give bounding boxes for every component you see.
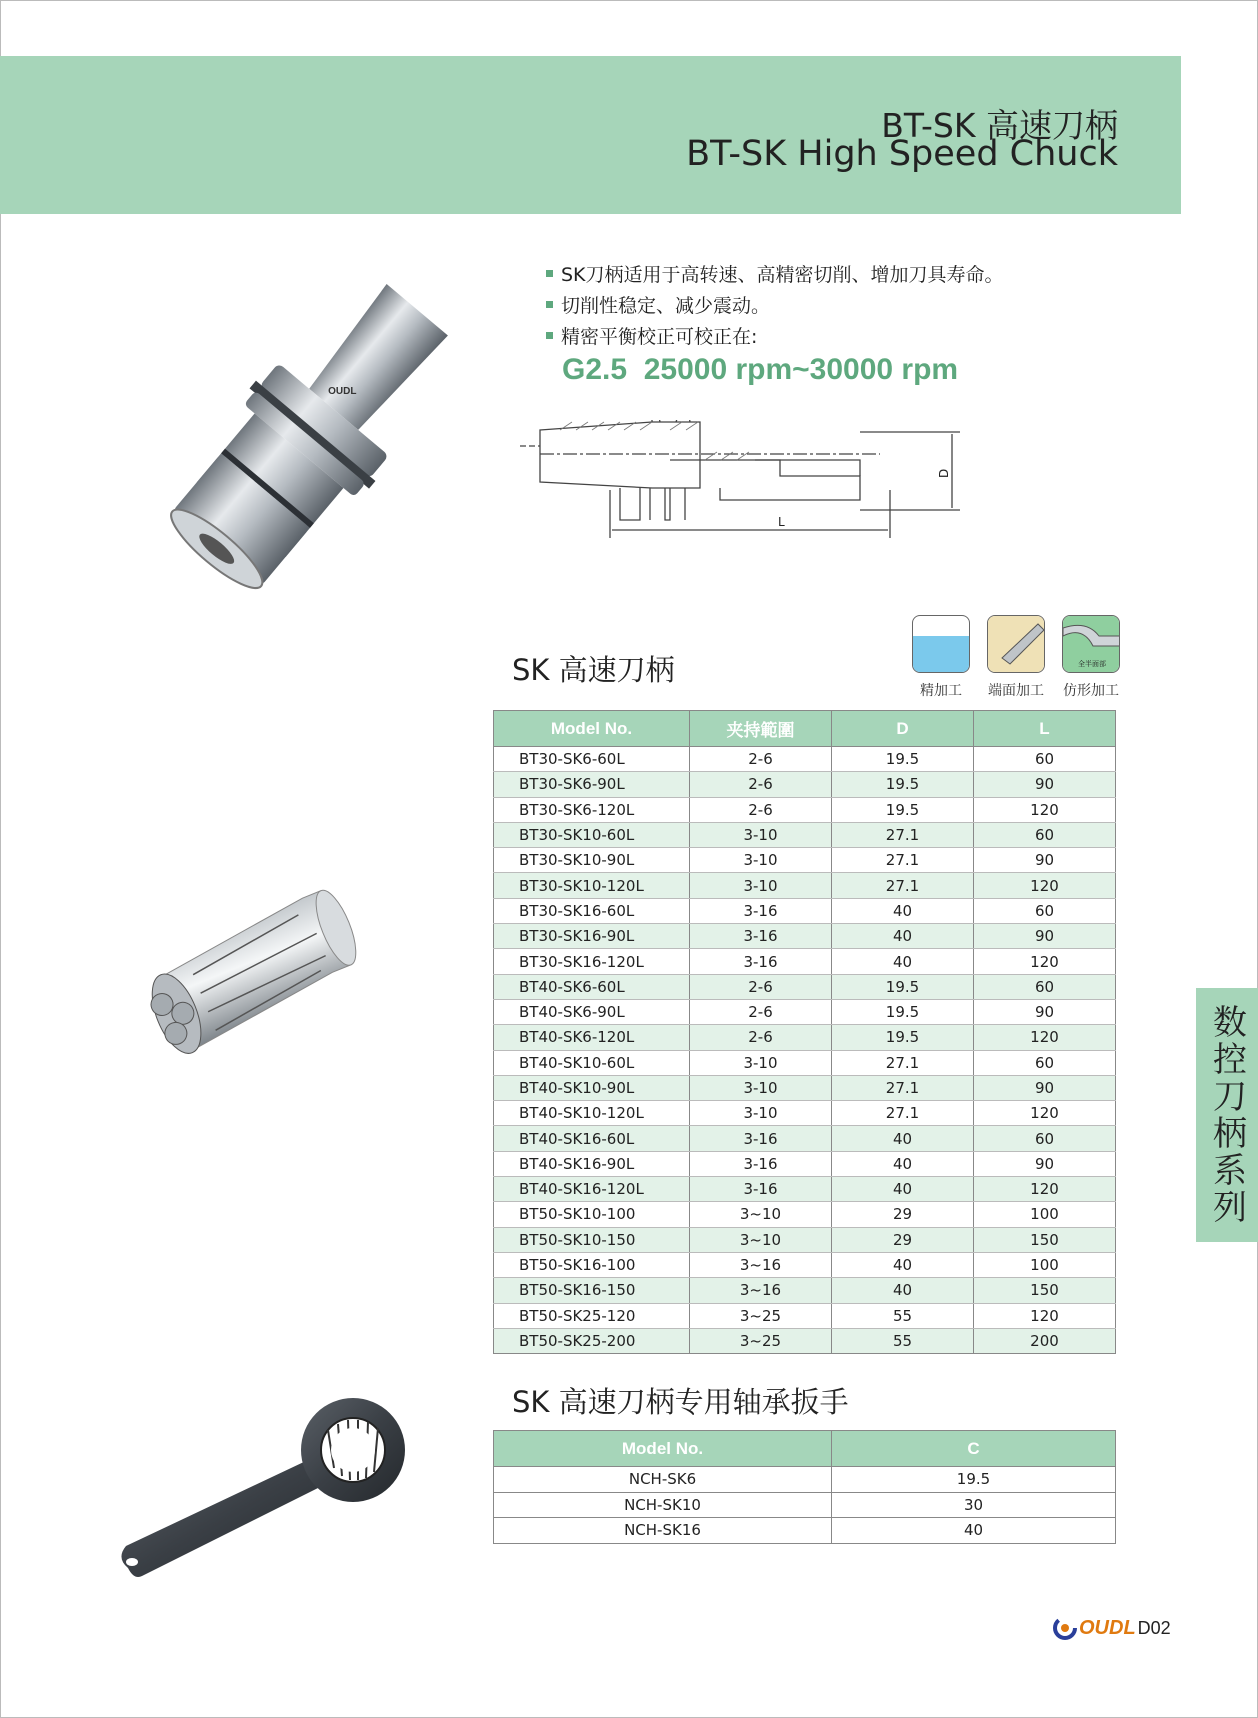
table-row xyxy=(494,822,1116,847)
table-cell: 27.1 xyxy=(832,873,974,898)
table-cell: 3-10 xyxy=(690,822,832,847)
table-cell: 60 xyxy=(974,1126,1116,1151)
table-cell: BT50-SK10-150 xyxy=(494,1227,690,1252)
bearing-wrench-table xyxy=(493,1430,1116,1544)
table-cell: 2-6 xyxy=(690,974,832,999)
table-row xyxy=(494,1252,1116,1277)
balance-speed-spec: G2.5 25000 rpm~30000 rpm xyxy=(562,353,959,386)
table-cell: 3-10 xyxy=(690,1101,832,1126)
table-cell: 19.5 xyxy=(832,747,974,772)
table-row xyxy=(494,1492,1116,1518)
side-tab-label: 数控刀柄系列 xyxy=(1206,1004,1247,1226)
table-cell: BT50-SK10-100 xyxy=(494,1202,690,1227)
table-cell: NCH-SK6 xyxy=(494,1467,832,1493)
table-cell: 27.1 xyxy=(832,1101,974,1126)
table-cell: BT40-SK6-120L xyxy=(494,1025,690,1050)
table-cell: 60 xyxy=(974,898,1116,923)
table-header-row xyxy=(494,711,1116,747)
table-cell: 120 xyxy=(974,1025,1116,1050)
feature-item: SK刀柄适用于高转速、高精密切削、增加刀具寿命。 xyxy=(546,258,1106,289)
table-cell: 29 xyxy=(832,1227,974,1252)
machining-operations xyxy=(910,615,1122,701)
table-cell: BT30-SK6-120L xyxy=(494,797,690,822)
table-row xyxy=(494,1050,1116,1075)
table-header-row xyxy=(494,1431,1116,1467)
table-cell: 19.5 xyxy=(832,974,974,999)
table-cell: BT40-SK6-90L xyxy=(494,999,690,1024)
table-cell: 60 xyxy=(974,1050,1116,1075)
table-cell: 2-6 xyxy=(690,747,832,772)
table-cell: 40 xyxy=(832,1278,974,1303)
table-row xyxy=(494,1467,1116,1493)
table-cell: 3-10 xyxy=(690,1075,832,1100)
table-cell: 60 xyxy=(974,822,1116,847)
table-cell: 40 xyxy=(832,898,974,923)
table-cell: 3-16 xyxy=(690,1177,832,1202)
sk-chuck-spec-table xyxy=(493,710,1116,1354)
bullet-icon xyxy=(546,301,553,308)
table-cell: 19.5 xyxy=(832,999,974,1024)
table-cell: BT40-SK16-90L xyxy=(494,1151,690,1176)
table-cell: 90 xyxy=(974,1151,1116,1176)
table-row xyxy=(494,1202,1116,1227)
table-row xyxy=(494,1177,1116,1202)
table-cell: 40 xyxy=(832,1151,974,1176)
side-tab xyxy=(1196,988,1258,1242)
table-cell: 27.1 xyxy=(832,1075,974,1100)
table-cell: 29 xyxy=(832,1202,974,1227)
bullet-icon xyxy=(546,270,553,277)
table-row xyxy=(494,848,1116,873)
table-row xyxy=(494,747,1116,772)
table-row xyxy=(494,797,1116,822)
table-cell: 55 xyxy=(832,1303,974,1328)
table-cell: 3~16 xyxy=(690,1278,832,1303)
col-model-no: Model No. xyxy=(494,1431,832,1467)
table-cell: 120 xyxy=(974,873,1116,898)
dimension-label-d: D xyxy=(937,468,951,478)
table-cell: 120 xyxy=(974,1303,1116,1328)
table-cell: 90 xyxy=(974,1075,1116,1100)
page-title-en: BT-SK High Speed Chuck xyxy=(686,134,1118,174)
page-code: D02 xyxy=(1137,1617,1171,1638)
feature-list xyxy=(546,258,1106,351)
table-cell: 150 xyxy=(974,1278,1116,1303)
table-cell: 19.5 xyxy=(832,1467,1116,1493)
table-cell: NCH-SK10 xyxy=(494,1492,832,1518)
table-cell: 30 xyxy=(832,1492,1116,1518)
table-row xyxy=(494,1126,1116,1151)
table-cell: 2-6 xyxy=(690,1025,832,1050)
chuck-engraving: OUDL xyxy=(328,386,357,398)
table-body xyxy=(494,1467,1116,1544)
table-cell: NCH-SK16 xyxy=(494,1518,832,1544)
table-cell: 120 xyxy=(974,797,1116,822)
operation-profiling: 全半面部 仿形加工 xyxy=(1060,615,1122,701)
table-cell: 3~16 xyxy=(690,1252,832,1277)
col-l: L xyxy=(974,711,1116,747)
section-title-sk-chuck: SK 高速刀柄 xyxy=(512,653,675,687)
table-cell: 40 xyxy=(832,924,974,949)
table-cell: 40 xyxy=(832,1252,974,1277)
table-cell: 3~25 xyxy=(690,1303,832,1328)
chuck-photo xyxy=(118,250,498,630)
bullet-icon xyxy=(546,332,553,339)
table-row xyxy=(494,974,1116,999)
table-cell: BT50-SK25-120 xyxy=(494,1303,690,1328)
section-title-bearing-wrench: SK 高速刀柄专用轴承扳手 xyxy=(512,1385,849,1419)
table-cell: 40 xyxy=(832,1177,974,1202)
table-cell: 3-10 xyxy=(690,848,832,873)
table-row xyxy=(494,898,1116,923)
table-cell: BT40-SK6-60L xyxy=(494,974,690,999)
dimension-label-l: L xyxy=(778,515,785,529)
table-cell: BT30-SK10-120L xyxy=(494,873,690,898)
table-cell: 3~25 xyxy=(690,1328,832,1353)
table-cell: 40 xyxy=(832,949,974,974)
table-cell: 90 xyxy=(974,924,1116,949)
table-cell: 3-16 xyxy=(690,949,832,974)
table-cell: 2-6 xyxy=(690,999,832,1024)
table-cell: 3-16 xyxy=(690,1126,832,1151)
table-cell: BT50-SK16-150 xyxy=(494,1278,690,1303)
operation-facing: 端面加工 xyxy=(985,615,1047,701)
table-cell: 19.5 xyxy=(832,772,974,797)
profiling-icon-label: 全半面部 xyxy=(1078,660,1106,668)
table-row xyxy=(494,1075,1116,1100)
table-cell: 3-10 xyxy=(690,1050,832,1075)
table-row xyxy=(494,1278,1116,1303)
collet-photo xyxy=(130,870,390,1090)
table-cell: BT30-SK16-60L xyxy=(494,898,690,923)
table-cell: 90 xyxy=(974,999,1116,1024)
table-cell: 90 xyxy=(974,848,1116,873)
table-cell: 3~10 xyxy=(690,1202,832,1227)
table-cell: BT40-SK16-120L xyxy=(494,1177,690,1202)
feature-item: 切削性稳定、减少震动。 xyxy=(546,289,1106,320)
table-cell: 100 xyxy=(974,1202,1116,1227)
table-cell: 3-16 xyxy=(690,924,832,949)
table-cell: 120 xyxy=(974,1177,1116,1202)
profiling-icon xyxy=(1062,615,1120,673)
table-cell: 27.1 xyxy=(832,822,974,847)
table-cell: 40 xyxy=(832,1126,974,1151)
operation-finishing: 精加工 xyxy=(910,615,972,701)
wrench-photo xyxy=(108,1390,438,1590)
table-row xyxy=(494,1151,1116,1176)
table-body xyxy=(494,747,1116,1354)
table-cell: BT40-SK10-90L xyxy=(494,1075,690,1100)
finishing-icon xyxy=(912,615,970,673)
table-cell: BT50-SK25-200 xyxy=(494,1328,690,1353)
table-row xyxy=(494,1328,1116,1353)
table-row xyxy=(494,1518,1116,1544)
brand-name: OUDL xyxy=(1079,1616,1136,1639)
feature-item: 精密平衡校正可校正在: xyxy=(546,320,1106,351)
table-cell: BT30-SK6-90L xyxy=(494,772,690,797)
table-row xyxy=(494,1101,1116,1126)
oudl-logo-icon xyxy=(1053,1616,1077,1640)
table-cell: BT40-SK10-60L xyxy=(494,1050,690,1075)
table-cell: 27.1 xyxy=(832,848,974,873)
table-cell: BT30-SK16-90L xyxy=(494,924,690,949)
table-row xyxy=(494,999,1116,1024)
table-cell: 19.5 xyxy=(832,797,974,822)
table-row xyxy=(494,1025,1116,1050)
facing-icon xyxy=(987,615,1045,673)
table-row xyxy=(494,949,1116,974)
table-cell: BT40-SK10-120L xyxy=(494,1101,690,1126)
table-cell: BT30-SK6-60L xyxy=(494,747,690,772)
table-cell: 27.1 xyxy=(832,1050,974,1075)
table-row xyxy=(494,924,1116,949)
table-cell: 60 xyxy=(974,974,1116,999)
technical-drawing xyxy=(520,420,965,595)
table-row xyxy=(494,873,1116,898)
table-cell: 100 xyxy=(974,1252,1116,1277)
table-cell: BT40-SK16-60L xyxy=(494,1126,690,1151)
table-cell: 3-16 xyxy=(690,1151,832,1176)
table-row xyxy=(494,1303,1116,1328)
table-cell: 150 xyxy=(974,1227,1116,1252)
table-cell: BT30-SK10-90L xyxy=(494,848,690,873)
table-cell: 3-16 xyxy=(690,898,832,923)
table-cell: 55 xyxy=(832,1328,974,1353)
col-c: C xyxy=(832,1431,1116,1467)
table-row xyxy=(494,1227,1116,1252)
table-cell: 120 xyxy=(974,1101,1116,1126)
footer xyxy=(1053,1616,1171,1640)
col-clamping-range: 夹持範圍 xyxy=(690,711,832,747)
table-cell: 60 xyxy=(974,747,1116,772)
table-cell: 19.5 xyxy=(832,1025,974,1050)
table-cell: 40 xyxy=(832,1518,1116,1544)
table-row xyxy=(494,772,1116,797)
table-cell: 120 xyxy=(974,949,1116,974)
table-cell: 3-10 xyxy=(690,873,832,898)
page-title-zh: BT-SK 高速刀柄 xyxy=(881,106,1118,145)
table-cell: 2-6 xyxy=(690,797,832,822)
col-d: D xyxy=(832,711,974,747)
table-cell: BT30-SK10-60L xyxy=(494,822,690,847)
table-cell: BT50-SK16-100 xyxy=(494,1252,690,1277)
table-cell: 200 xyxy=(974,1328,1116,1353)
table-cell: BT30-SK16-120L xyxy=(494,949,690,974)
table-cell: 90 xyxy=(974,772,1116,797)
table-cell: 3~10 xyxy=(690,1227,832,1252)
col-model-no: Model No. xyxy=(494,711,690,747)
table-cell: 2-6 xyxy=(690,772,832,797)
